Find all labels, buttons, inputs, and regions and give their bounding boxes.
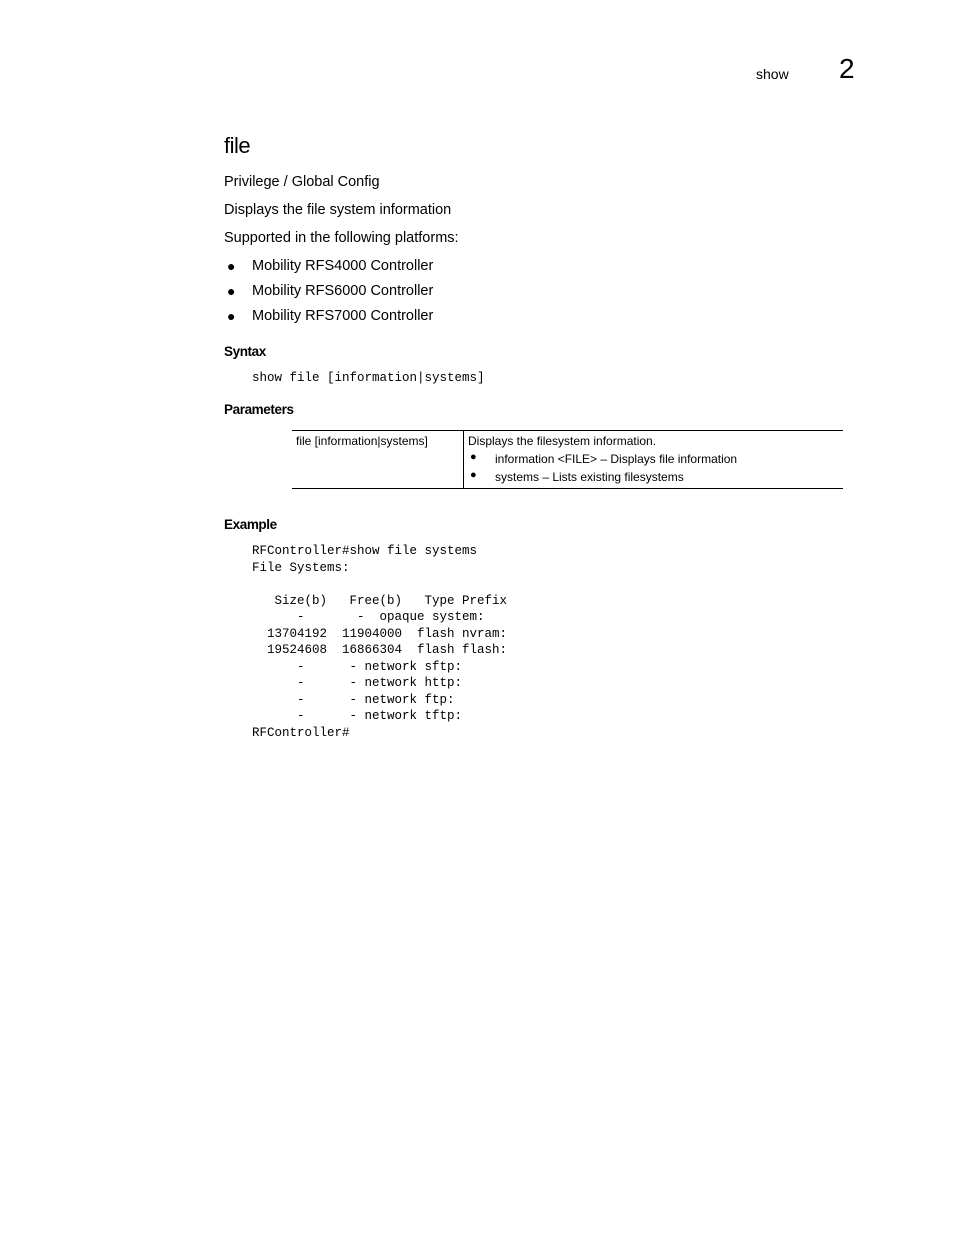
- syntax-code: show file [information|systems]: [252, 371, 485, 385]
- bullet-icon: ●: [470, 469, 477, 481]
- platform-name: Mobility RFS6000 Controller: [252, 283, 434, 299]
- parameters-table: [292, 430, 843, 489]
- example-heading: Example: [224, 517, 277, 532]
- parameters-heading: Parameters: [224, 402, 294, 417]
- command-mode: Privilege / Global Config: [224, 174, 380, 190]
- list-item: [224, 306, 433, 331]
- running-header-section: show: [756, 66, 789, 82]
- syntax-heading: Syntax: [224, 344, 266, 359]
- page-title: file: [224, 133, 251, 158]
- bullet-icon: ●: [227, 283, 236, 299]
- example-code: RFController#show file systems File Systems: Size(b) Free(b) Type Prefix - - opaque system: 13704192 11904000 flash nvram: 19524608 16866304 flash flash: - - network sftp: - - network http: - - network ftp: - - network tftp: RFController#: [252, 544, 508, 740]
- chapter-number: 2: [839, 53, 855, 84]
- list-item: [224, 256, 433, 281]
- parameter-description: Displays the filesystem information.: [468, 434, 657, 448]
- platform-list: [224, 256, 433, 331]
- bullet-icon: ●: [227, 308, 236, 324]
- platform-name: Mobility RFS7000 Controller: [252, 308, 434, 324]
- platforms-intro: Supported in the following platforms:: [224, 230, 459, 246]
- parameter-option-text: systems – Lists existing filesystems: [495, 470, 684, 484]
- bullet-icon: ●: [227, 258, 236, 274]
- list-item: [224, 281, 433, 306]
- parameter-name: file [information|systems]: [296, 434, 428, 448]
- bullet-icon: ●: [470, 451, 477, 463]
- column-divider: [463, 431, 464, 488]
- platform-name: Mobility RFS4000 Controller: [252, 258, 434, 274]
- command-description: Displays the file system information: [224, 202, 452, 218]
- parameter-option-text: information <FILE> – Displays file information: [495, 452, 738, 466]
